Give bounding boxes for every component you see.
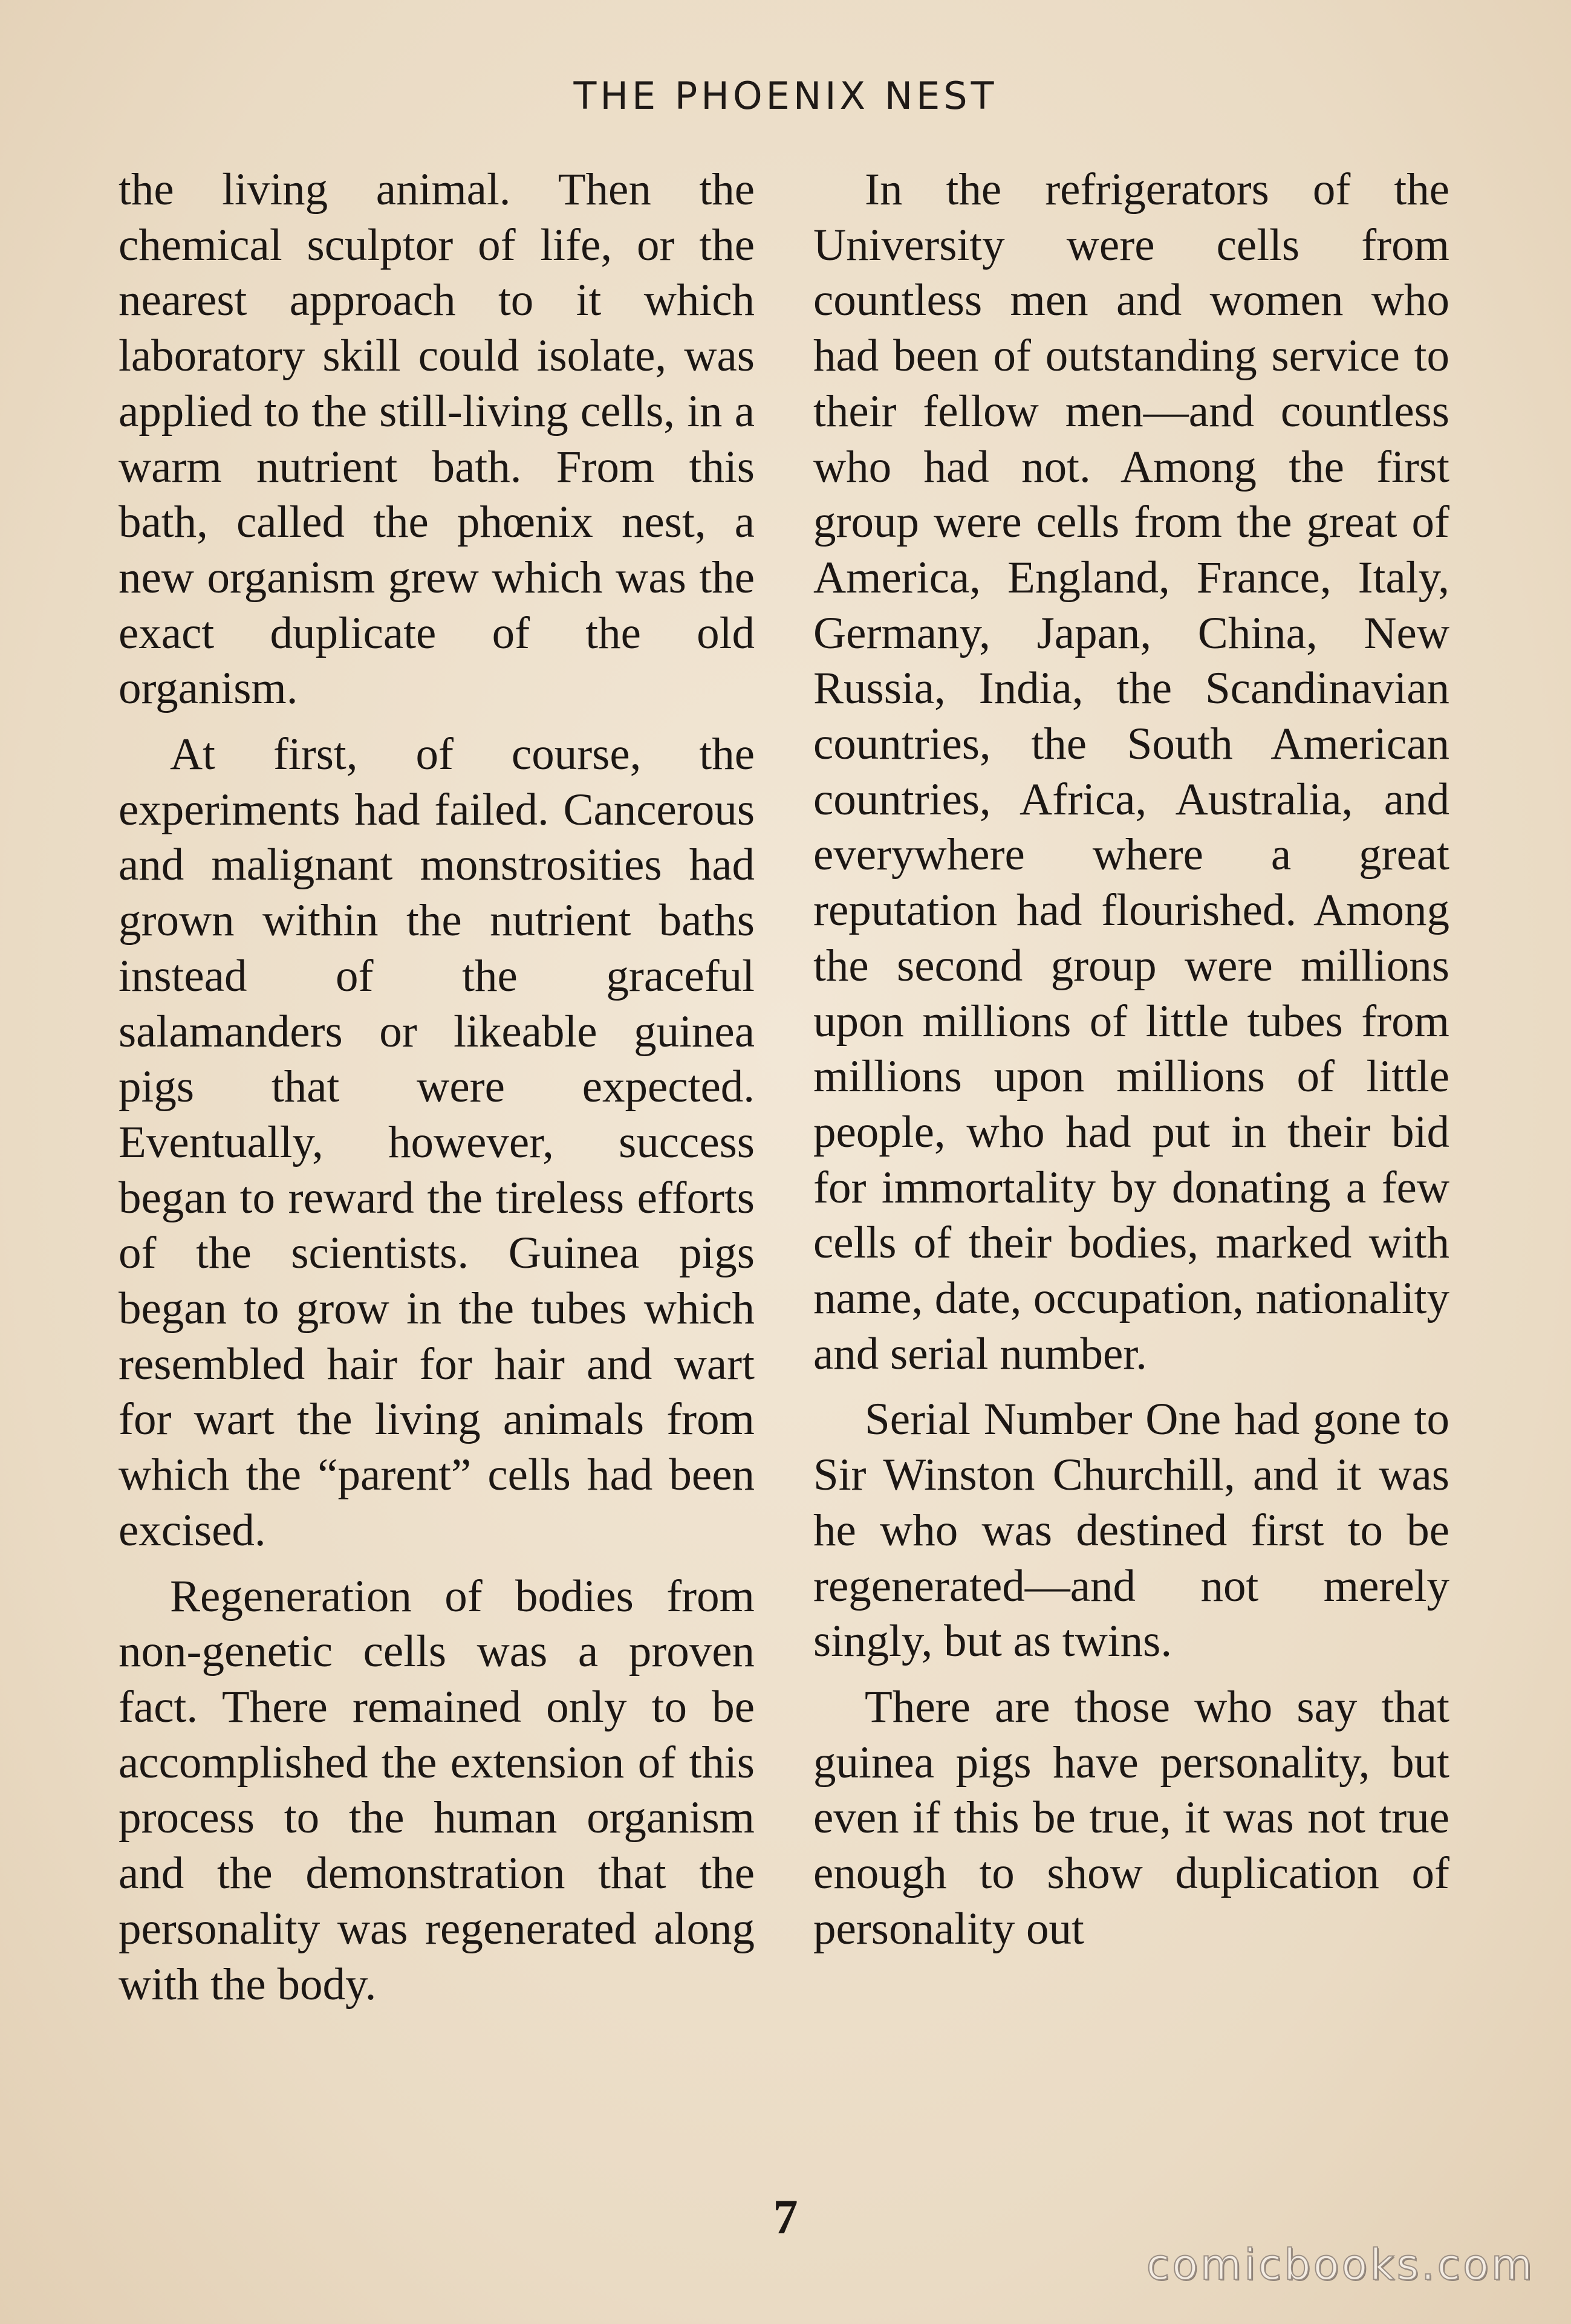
- right-column: [813, 162, 1449, 1957]
- paragraph: In the refrigerators of the University were cells from countless men and women who had been of outstanding service to their fellow men—and countless who had not. Among the first group were cells from the great of America, England, France, Italy, Germany, Japan, China, New Russia, India, the Scandinavian countries, the South American countries, Africa, Australia, and everywhere where a great reputation had flourished. Among the second group were millions upon millions of little tubes from millions upon millions of little people, who had put in their bid for immortality by donating a few cells of their bodies, marked with name, date, occupation, nationality and serial number.: [813, 164, 1449, 1379]
- paragraph: There are those who say that guinea pigs have personality, but even if this be true, it was not true enough to show duplication of personality out: [813, 1681, 1449, 1954]
- left-column: [119, 162, 755, 2012]
- running-header: THE PHOENIX NEST: [573, 74, 998, 118]
- paragraph: At first, of course, the experiments had failed. Cancerous and malignant monstrosities had grown within the nutrient baths instead of the graceful salamanders or likeable guinea pigs that were expected. Eventually, however, success began to reward the tireless efforts of the scientists. Guinea pigs began to grow in the tubes which resembled hair for hair and wart for wart the living animals from which the “parent” cells had been excised.: [119, 729, 755, 1556]
- page-number: 7: [773, 2189, 798, 2244]
- paragraph: Serial Number One had gone to Sir Winston Churchill, and it was he who was destined first to be regenerated—and not merely singly, but as twins.: [813, 1394, 1449, 1667]
- paragraph: Regeneration of bodies from non-genetic cells was a proven fact. There remained only to be accomplished the extension of this process to the human organism and the demonstration that the personality was regenerated along with the body.: [119, 1571, 755, 2010]
- paragraph: the living animal. Then the chemical sculptor of life, or the nearest approach to it which laboratory skill could isolate, was applied to the still-living cells, in a warm nutrient bath. From this bath, called the phœnix nest, a new organism grew which was the exact duplicate of the old organism.: [119, 164, 755, 714]
- site-watermark: comicbooks.com: [1146, 2240, 1535, 2290]
